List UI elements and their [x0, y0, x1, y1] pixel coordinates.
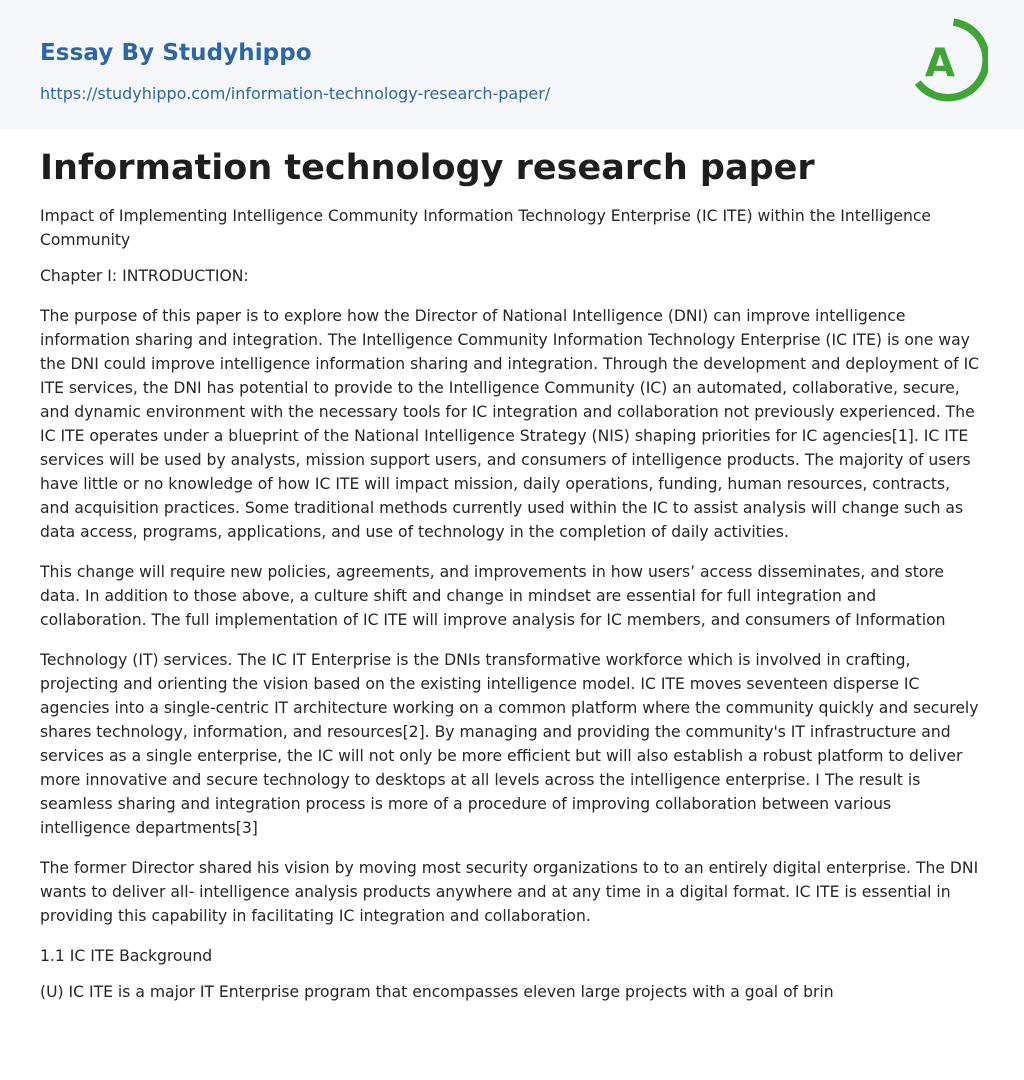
article-paragraph: The former Director shared his vision by moving most security organizations to to an entirely digital enterprise. The DNI wants to deliver all- intelligence analysis products anywhere and at any time in a digital format. IC ITE is essential in providing this capability in facilitating IC integration and collaboration.: [40, 859, 979, 925]
source-url-link[interactable]: https://studyhippo.com/information-technology-research-paper/: [40, 84, 551, 103]
article: [40, 146, 984, 1020]
logo-letter: A: [924, 41, 956, 86]
article-paragraph: Technology (IT) services. The IC IT Enterprise is the DNIs transformative workforce which is involved in crafting, projecting and orienting the vision based on the existing intelligence model. IC ITE moves seventeen disperse IC agencies into a single-centric IT architecture working on a common platform where the community quickly and securely shares technology, information, and resources[2]. By managing and providing the community's IT infrastructure and services as a single enterprise, the IC will not only be more efficient but will also establish a robust platform to deliver more innovative and secure technology to desktops at all levels across the intelligence enterprise. I The result is seamless sharing and integration process is more of a procedure of improving collaboration between various intelligence departments[3]: [40, 651, 979, 837]
chapter-heading: Chapter I: INTRODUCTION:: [40, 267, 249, 285]
article-paragraph: The purpose of this paper is to explore how the Director of National Intelligence (DNI) can improve intelligence information sharing and integration. The Intelligence Community Information Technology Enterprise (IC ITE) is one way the DNI could improve intelligence information sharing and integration. Through the development and deployment of IC ITE services, the DNI has potential to provide to the Intelligence Community (IC) an automated, collaborative, secure, and dynamic environment with the necessary tools for IC integration and collaboration not previously experienced. The IC ITE operates under a blueprint of the National Intelligence Strategy (NIS) shaping priorities for IC agencies[1]. IC ITE services will be used by analysts, mission support users, and consumers of intelligence products. The majority of users have little or no knowledge of how IC ITE will impact mission, daily operations, funding, human resources, contracts, and acquisition practices. Some traditional methods currently used within the IC to assist analysis will change such as data access, programs, applications, and use of technology in the completion of daily activities.: [40, 307, 980, 541]
site-header: [0, 0, 1024, 129]
article-paragraph: (U) IC ITE is a major IT Enterprise program that encompasses eleven large projects with a goal of brin: [40, 983, 834, 1001]
page-title: Information technology research paper: [40, 148, 815, 188]
site-brand[interactable]: Essay By Studyhippo: [40, 40, 312, 66]
article-paragraph: This change will require new policies, agreements, and improvements in how users’ access disseminates, and store data. In addition to those above, a culture shift and change in mindset are essential for full integration and collaboration. The full implementation of IC ITE will improve analysis for IC members, and consumers of Information: [40, 563, 946, 629]
studyhippo-logo-icon[interactable]: [912, 18, 988, 106]
section-heading: 1.1 IC ITE Background: [40, 947, 213, 965]
article-subtitle: Impact of Implementing Intelligence Community Information Technology Enterprise (IC ITE) within the Intelligence Community: [40, 207, 932, 249]
